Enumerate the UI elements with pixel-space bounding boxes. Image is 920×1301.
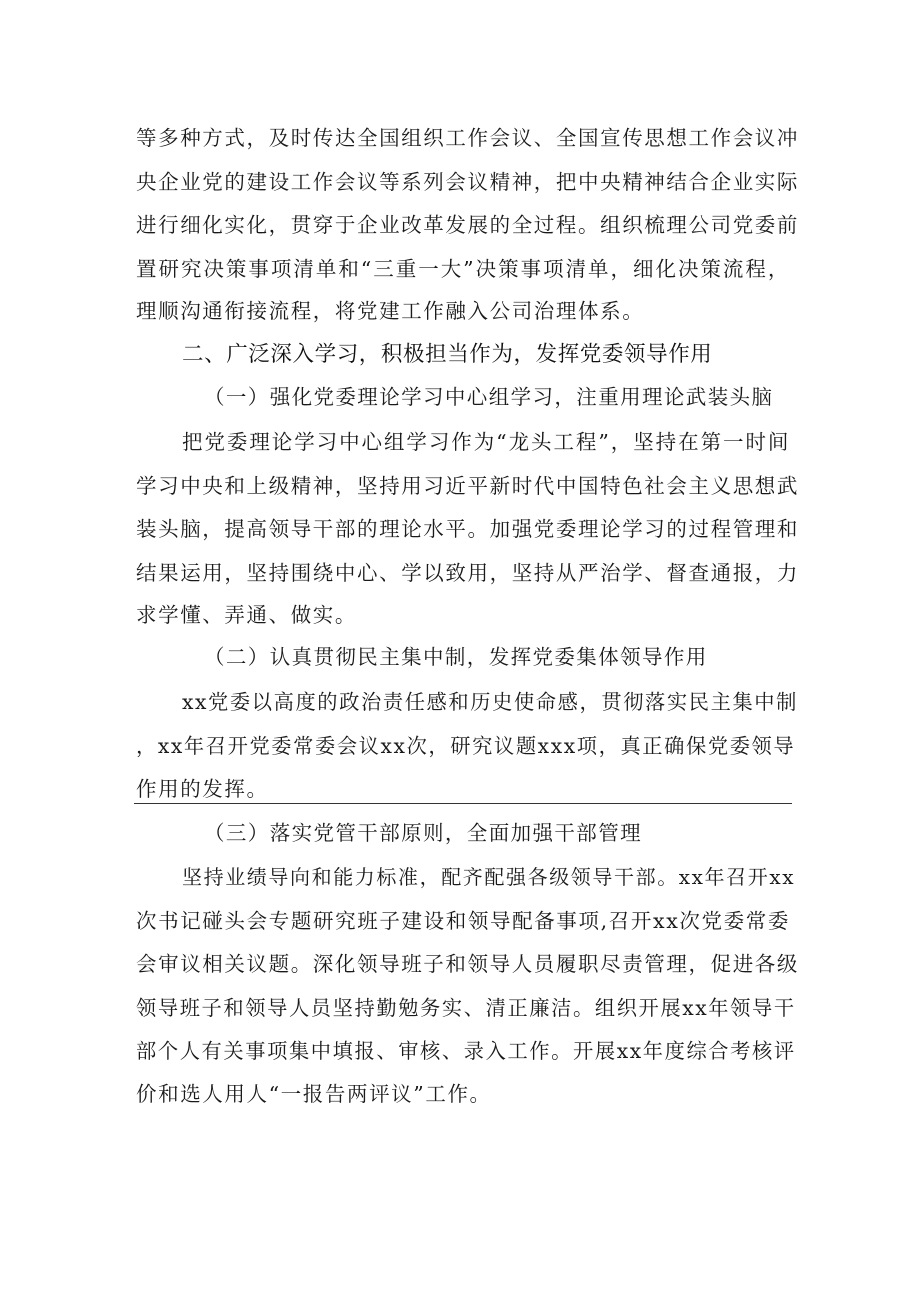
paragraph-1-line-4: 置研究决策事项清单和“三重一大”决策事项清单，细化决策流程， — [136, 257, 790, 281]
subsection-3-line-4: 领导班子和领导人员坚持勤勉务实、清正廉洁。组织开展xx年领导干 — [136, 996, 796, 1020]
subsection-3-line-3: 会审议相关议题。深化领导班子和领导人员履职尽责管理，促进各级 — [136, 952, 799, 976]
subsection-3-line-2: 次书记碰头会专题研究班子建设和领导配备事项,召开xx次党委常委 — [136, 909, 790, 933]
subsection-1-line-2: 学习中央和上级精神，坚持用习近平新时代中国特色社会主义思想武 — [136, 474, 799, 498]
subsection-1-line-1: 把党委理论学习中心组学习作为“龙头工程”，坚持在第一时间 — [182, 430, 790, 454]
subsection-2-line-2: ，xx年召开党委常委会议xx次，研究议题xxx项，真正确保党委领导 — [136, 734, 796, 758]
subsection-1-title: （一）强化党委理论学习中心组学习，注重用理论武装头脑 — [204, 385, 774, 409]
subsection-3-line-5: 部个人有关事项集中填报、审核、录入工作。开展xx年度综合考核评 — [136, 1039, 796, 1063]
subsection-1-line-3: 装头脑，提高领导干部的理论水平。加强党委理论学习的过程管理和 — [136, 517, 799, 541]
subsection-3-line-6: 价和选人用人“一报告两评议”工作。 — [136, 1082, 492, 1106]
subsection-1-line-4: 结果运用，坚持围绕中心、学以致用，坚持从严治学、督查通报，力 — [136, 561, 799, 585]
subsection-3-line-1: 坚持业绩导向和能力标准，配齐配强各级领导干部。xx年召开xx — [182, 865, 796, 889]
section-2-heading: 二、广泛深入学习，积极担当作为，发挥党委领导作用 — [182, 342, 713, 367]
subsection-1-line-5: 求学懂、弄通、做实。 — [136, 603, 357, 627]
subsection-2-line-3: 作用的发挥。 — [136, 777, 269, 801]
horizontal-divider — [134, 803, 792, 804]
paragraph-1-line-1: 等多种方式，及时传达全国组织工作会议、全国宣传思想工作会议冲 — [136, 126, 799, 150]
paragraph-1-line-2: 央企业党的建设工作会议等系列会议精神，把中央精神结合企业实际 — [136, 170, 799, 194]
subsection-3-title: （三）落实党管干部原则，全面加强干部管理 — [204, 821, 642, 845]
paragraph-1-line-3: 进行细化实化，贯穿于企业改革发展的全过程。组织梳理公司党委前 — [136, 213, 799, 237]
paragraph-1-line-5: 理顺沟通衔接流程，将党建工作融入公司治理体系。 — [136, 299, 645, 323]
subsection-2-line-1: xx党委以高度的政治责任感和历史使命感，贯彻落实民主集中制 — [182, 690, 798, 714]
subsection-2-title: （二）认真贯彻民主集中制，发挥党委集体领导作用 — [204, 645, 708, 669]
